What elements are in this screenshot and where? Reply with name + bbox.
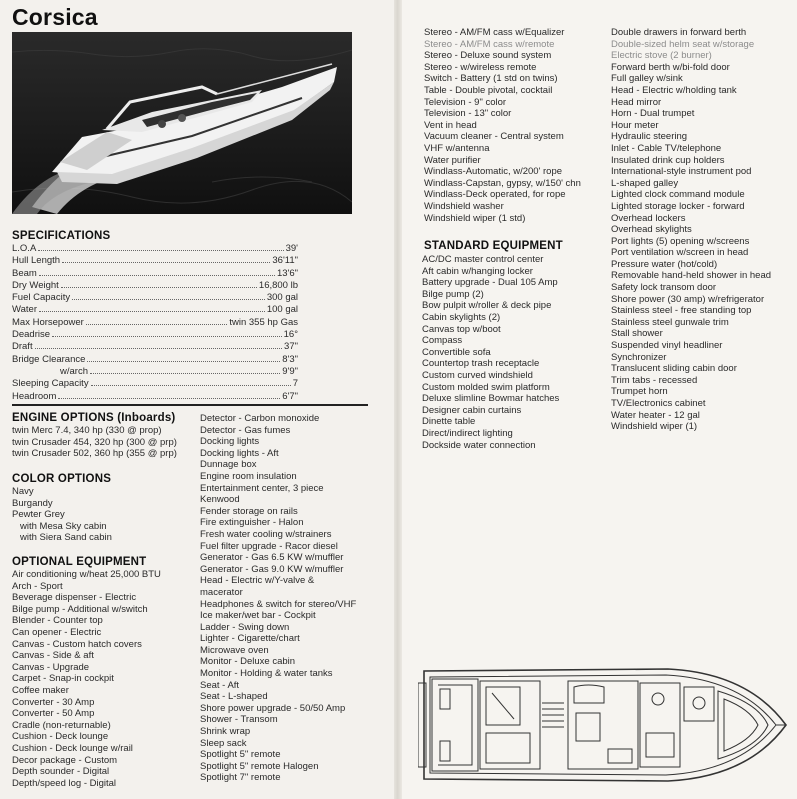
optional-equipment-col3 <box>424 27 581 224</box>
list-item: Convertible sofa <box>422 346 491 358</box>
list-item: Suspended vinyl headliner <box>611 340 723 352</box>
standard-equipment-col2 <box>611 27 771 433</box>
list-item: Windlass-Automatic, w/200' rope <box>424 166 563 178</box>
list-item: Pressure water (hot/cold) <box>611 258 718 270</box>
spec-row <box>12 354 298 366</box>
list-item: Entertainment center, 3 piece <box>200 482 324 494</box>
list-item: Hydraulic steering <box>611 131 688 143</box>
list-item: Fender storage on rails <box>200 505 298 517</box>
list-item: Cushion - Deck lounge <box>12 731 109 743</box>
list-item: with Siera Sand cabin <box>20 532 112 544</box>
spec-label: Water <box>12 304 37 316</box>
list-item: Docking lights - Aft <box>200 447 279 459</box>
spec-label: w/arch <box>60 365 88 377</box>
spec-label: Beam <box>12 267 37 279</box>
boat-photo <box>12 32 352 214</box>
list-item: Depth sounder - Digital <box>12 766 110 778</box>
list-item: Aft cabin w/hanging locker <box>422 265 533 277</box>
list-item: macerator <box>200 586 243 598</box>
spec-value: 9'9" <box>282 365 298 377</box>
list-item: Stereo - w/wireless remote <box>424 61 537 73</box>
list-item: Cabin skylights (2) <box>422 311 501 323</box>
spec-row <box>12 255 298 267</box>
list-item: Trim tabs - recessed <box>611 374 698 386</box>
list-item: TV/Electronics cabinet <box>611 398 706 409</box>
list-item: Electric stove (2 burner) <box>611 50 712 62</box>
page-gutter <box>394 0 402 799</box>
spec-value: 39' <box>285 243 298 254</box>
standard-equipment-heading: STANDARD EQUIPMENT <box>424 240 563 252</box>
list-item: Custom molded swim platform <box>422 381 550 393</box>
optional-equipment-heading: OPTIONAL EQUIPMENT <box>12 556 147 568</box>
list-item: Headphones & switch for stereo/VHF <box>200 598 357 610</box>
spec-row <box>12 366 298 378</box>
list-item: Spotlight 7" remote <box>200 772 281 784</box>
list-item: twin Merc 7.4, 340 hp (330 @ prop) <box>12 425 162 436</box>
list-item: Synchronizer <box>611 351 667 363</box>
list-item: Generator - Gas 9.0 KW w/muffler <box>200 563 344 575</box>
list-item: Can opener - Electric <box>12 626 102 638</box>
list-item: Port ventilation w/screen in head <box>611 247 749 259</box>
list-item: Double-sized helm seat w/storage <box>611 38 755 50</box>
spec-value: 300 gal <box>266 292 298 304</box>
list-item: L-shaped galley <box>611 177 679 189</box>
specifications-heading: SPECIFICATIONS <box>12 230 111 242</box>
list-item: Port lights (5) opening w/screens <box>611 235 750 247</box>
list-item: Spotlight 5" remote <box>200 749 281 761</box>
list-item: Stereo - Deluxe sound system <box>424 50 552 62</box>
list-item: Shrink wrap <box>200 726 251 738</box>
spec-value: 13'6" <box>276 267 298 279</box>
list-item: Seat - Aft <box>200 679 240 691</box>
list-item: Translucent sliding cabin door <box>611 363 737 375</box>
list-item: Converter - 30 Amp <box>12 696 95 708</box>
list-item: Custom curved windshield <box>422 369 533 381</box>
list-item: Pewter Grey <box>12 509 65 521</box>
spec-value: twin 355 hp Gas <box>229 316 298 328</box>
list-item: AC/DC master control center <box>422 254 544 265</box>
list-item: Cushion - Deck lounge w/rail <box>12 742 133 754</box>
list-item: Coffee maker <box>12 684 69 696</box>
list-item: with Mesa Sky cabin <box>20 520 107 532</box>
list-item: Spotlight 5" remote Halogen <box>200 760 319 772</box>
spec-row <box>12 268 298 280</box>
list-item: Monitor - Holding & water tanks <box>200 668 333 680</box>
spec-row <box>12 280 298 292</box>
list-item: Overhead skylights <box>611 224 692 236</box>
spec-value: 6'7" <box>282 390 298 402</box>
list-item: Water heater - 12 gal <box>611 409 700 421</box>
list-item: Direct/indirect lighting <box>422 427 513 439</box>
spec-label: Fuel Capacity <box>12 292 71 304</box>
list-item: Television - 13" color <box>424 108 512 120</box>
list-item: Arch - Sport <box>12 580 63 592</box>
list-item: Canvas - Side & aft <box>12 650 94 662</box>
spec-value: 37" <box>284 341 298 353</box>
optional-equipment-col2 <box>200 413 356 784</box>
list-item: Lighted clock command module <box>611 189 745 201</box>
list-item: Shore power upgrade - 50/50 Amp <box>200 702 346 714</box>
list-item: Detector - Carbon monoxide <box>200 413 320 424</box>
spec-row <box>12 304 298 316</box>
list-item: Beverage dispenser - Electric <box>12 592 137 604</box>
list-item: Stereo - AM/FM cass w/remote <box>424 38 555 50</box>
list-item: Head - Electric w/Y-valve & <box>200 575 315 587</box>
spec-label: L.O.A <box>12 243 37 254</box>
list-item: Stereo - AM/FM cass w/Equalizer <box>424 27 565 38</box>
spec-row <box>12 329 298 341</box>
list-item: Seat - L-shaped <box>200 691 268 703</box>
list-item: Dockside water connection <box>422 439 536 451</box>
list-item: Stall shower <box>611 328 663 340</box>
color-options-list <box>12 486 112 544</box>
list-item: Engine room insulation <box>200 470 297 482</box>
list-item: Head mirror <box>611 96 662 108</box>
list-item: Countertop trash receptacle <box>422 358 540 370</box>
list-item: Fire extinguisher - Halon <box>200 517 304 529</box>
list-item: Docking lights <box>200 436 260 448</box>
list-item: Vent in head <box>424 119 477 131</box>
spec-label: Max Horsepower <box>12 316 84 328</box>
list-item: Battery upgrade - Dual 105 Amp <box>422 277 558 289</box>
list-item: Stainless steel - free standing top <box>611 305 752 317</box>
spec-label: Deadrise <box>12 329 51 341</box>
list-item: Sleep sack <box>200 737 247 749</box>
spec-value: 100 gal <box>266 304 298 316</box>
list-item: Navy <box>12 486 34 497</box>
list-item: Trumpet horn <box>611 386 668 398</box>
list-item: Cradle (non-returnable) <box>12 719 111 731</box>
list-item: Windlass-Deck operated, for rope <box>424 189 566 201</box>
page-title: Corsica <box>12 4 98 30</box>
list-item: Safety lock transom door <box>611 282 717 294</box>
list-item: Windshield washer <box>424 200 504 212</box>
list-item: Fuel filter upgrade - Racor diesel <box>200 540 338 552</box>
spec-row <box>12 243 298 255</box>
list-item: Television - 9" color <box>424 96 507 108</box>
specifications-table <box>12 243 298 403</box>
list-item: Windshield wiper (1 std) <box>424 212 526 224</box>
list-item: Canvas top w/boot <box>422 323 501 335</box>
list-item: Designer cabin curtains <box>422 404 522 416</box>
list-item: Kenwood <box>200 494 240 506</box>
standard-equipment-col1 <box>422 254 559 451</box>
spec-row <box>12 391 298 403</box>
spec-value: 7 <box>292 378 298 390</box>
list-item: twin Crusader 454, 320 hp (300 @ prp) <box>12 436 177 448</box>
list-item: Dinette table <box>422 416 476 428</box>
list-item: Water purifier <box>424 154 481 166</box>
list-item: International-style instrument pod <box>611 166 752 178</box>
list-item: Generator - Gas 6.5 KW w/muffler <box>200 552 344 564</box>
spec-label: Dry Weight <box>12 279 59 291</box>
spec-label: Draft <box>12 341 33 353</box>
spec-value: 16° <box>283 329 298 341</box>
list-item: Table - Double pivotal, cocktail <box>424 84 553 96</box>
list-item: Lighted storage locker - forward <box>611 200 745 212</box>
list-item: Depth/speed log - Digital <box>12 777 117 789</box>
list-item: Shore power (30 amp) w/refrigerator <box>611 293 765 305</box>
list-item: Overhead lockers <box>611 212 686 224</box>
list-item: Bilge pump - Additional w/switch <box>12 603 148 615</box>
spec-row <box>12 341 298 353</box>
engine-options-list <box>12 425 177 460</box>
list-item: Fresh water cooling w/strainers <box>200 528 332 540</box>
list-item: Deluxe slimline Bowmar hatches <box>422 393 560 405</box>
spec-value: 16,800 lb <box>258 279 298 291</box>
list-item: Canvas - Upgrade <box>12 661 90 673</box>
list-item: Decor package - Custom <box>12 754 118 766</box>
list-item: Lighter - Cigarette/chart <box>200 633 300 645</box>
list-item: Forward berth w/bi-fold door <box>611 61 730 73</box>
list-item: Windlass-Capstan, gypsy, w/150' chn <box>424 177 581 189</box>
list-item: Insulated drink cup holders <box>611 154 725 166</box>
spec-label: Headroom <box>12 390 57 402</box>
list-item: VHF w/antenna <box>424 142 490 154</box>
list-item: Hour meter <box>611 119 659 131</box>
list-item: Converter - 50 Amp <box>12 708 95 720</box>
list-item: Stainless steel gunwale trim <box>611 316 729 328</box>
list-item: Removable hand-held shower in head <box>611 270 772 282</box>
spec-row <box>12 292 298 304</box>
color-options-heading: COLOR OPTIONS <box>12 473 112 485</box>
list-item: Bow pulpit w/roller & deck pipe <box>422 300 552 312</box>
spec-label: Hull Length <box>12 255 61 267</box>
spec-row <box>12 378 298 390</box>
list-item: Horn - Dual trumpet <box>611 108 695 120</box>
deck-plan-diagram <box>418 663 790 787</box>
list-item: Detector - Gas fumes <box>200 424 291 436</box>
spec-label: Bridge Clearance <box>12 353 86 365</box>
list-item: Dunnage box <box>200 459 257 471</box>
list-item: Windshield wiper (1) <box>611 421 698 433</box>
list-item: Double drawers in forward berth <box>611 27 747 38</box>
spec-label: Sleeping Capacity <box>12 378 89 390</box>
list-item: Head - Electric w/holding tank <box>611 84 737 96</box>
list-item: Monitor - Deluxe cabin <box>200 656 296 668</box>
list-item: Ladder - Swing down <box>200 621 290 633</box>
list-item: Canvas - Custom hatch covers <box>12 638 142 650</box>
spec-row <box>12 317 298 329</box>
spec-value: 36'11" <box>272 255 298 267</box>
list-item: Shower - Transom <box>200 714 278 726</box>
engine-options-heading: ENGINE OPTIONS (Inboards) <box>12 412 176 424</box>
list-item: Burgandy <box>12 497 53 509</box>
list-item: Air conditioning w/heat 25,000 BTU <box>12 569 161 580</box>
spec-value: 8'3" <box>282 353 298 365</box>
list-item: Carpet - Snap-in cockpit <box>12 673 114 685</box>
list-item: twin Crusader 502, 360 hp (355 @ prp) <box>12 448 177 460</box>
list-item: Bilge pump (2) <box>422 288 484 300</box>
list-item: Blender - Counter top <box>12 615 103 627</box>
list-item: Compass <box>422 335 463 347</box>
list-item: Full galley w/sink <box>611 73 683 85</box>
list-item: Ice maker/wet bar - Cockpit <box>200 610 316 622</box>
list-item: Inlet - Cable TV/telephone <box>611 142 722 154</box>
list-item: Vacuum cleaner - Central system <box>424 131 564 143</box>
optional-equipment-col1 <box>12 569 161 789</box>
section-divider <box>12 404 368 406</box>
list-item: Switch - Battery (1 std on twins) <box>424 73 558 85</box>
list-item: Microwave oven <box>200 644 269 656</box>
